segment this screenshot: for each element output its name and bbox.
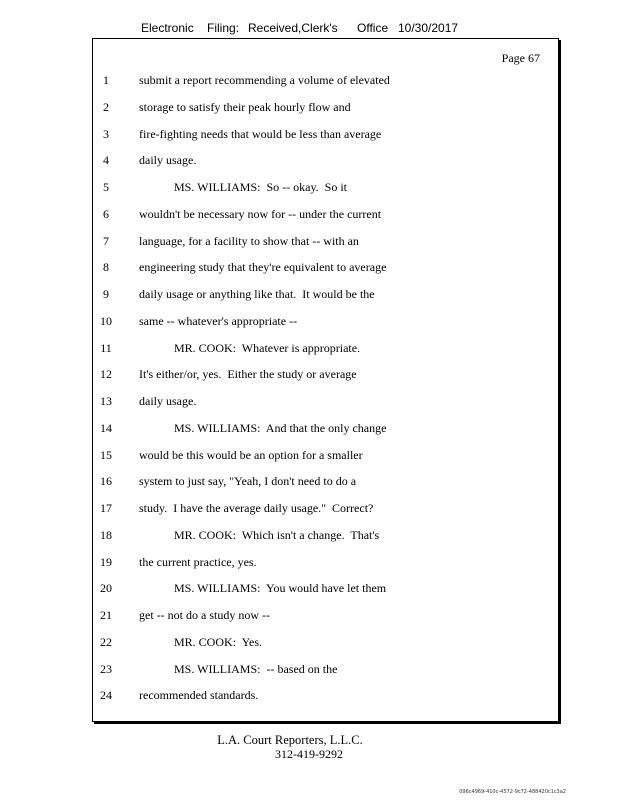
line-text: daily usage or anything like that. It would be the xyxy=(139,287,375,301)
line-number: 7 xyxy=(103,234,109,248)
reporter-phone: 312-419-9292 xyxy=(275,747,343,761)
filing-stamp xyxy=(0,21,618,37)
line-text: storage to satisfy their peak hourly flow and xyxy=(139,100,351,114)
line-text: daily usage. xyxy=(139,153,197,167)
line-text: system to just say, "Yeah, I don't need to do a xyxy=(139,474,357,488)
line-number: 21 xyxy=(100,608,112,622)
line-number: 11 xyxy=(100,341,112,355)
line-text: MS. WILLIAMS: You would have let them xyxy=(174,581,387,595)
line-number: 8 xyxy=(103,260,109,274)
line-number: 17 xyxy=(100,501,112,515)
line-text: fire-fighting needs that would be less than average xyxy=(139,127,382,141)
line-number: 10 xyxy=(100,314,112,328)
reporter-company: L.A. Court Reporters, L.L.C. xyxy=(217,733,363,747)
line-text: submit a report recommending a volume of elevated xyxy=(139,73,390,87)
line-number: 24 xyxy=(100,688,112,702)
line-text: MS. WILLIAMS: And that the only change xyxy=(174,421,387,435)
line-number: 19 xyxy=(100,555,112,569)
line-text: would be this would be an option for a smaller xyxy=(139,448,363,462)
line-number: 16 xyxy=(100,474,112,488)
line-number: 20 xyxy=(100,581,112,595)
line-number: 5 xyxy=(103,180,109,194)
filing-word: Electronic xyxy=(141,21,194,35)
line-number: 9 xyxy=(103,287,109,301)
line-text: MR. COOK: Which isn't a change. That's xyxy=(174,528,380,542)
filing-word: Received,Clerk's xyxy=(248,21,338,35)
line-number: 6 xyxy=(103,207,109,221)
line-number: 22 xyxy=(100,635,112,649)
page-number: Page 67 xyxy=(501,51,540,65)
line-text: MR. COOK: Whatever is appropriate. xyxy=(174,341,361,355)
line-number: 1 xyxy=(103,73,109,87)
filing-word: Office xyxy=(357,21,389,35)
line-text: It's either/or, yes. Either the study or average xyxy=(139,367,357,381)
line-number: 13 xyxy=(100,394,112,408)
line-text: daily usage. xyxy=(139,394,197,408)
line-text: study. I have the average daily usage." Correct? xyxy=(139,501,374,515)
line-text: the current practice, yes. xyxy=(139,555,257,569)
line-text: same -- whatever's appropriate -- xyxy=(139,314,298,328)
line-number: 18 xyxy=(100,528,112,542)
filing-word: 10/30/2017 xyxy=(398,21,459,35)
filing-word: Filing: xyxy=(207,21,240,35)
line-text: MS. WILLIAMS: So -- okay. So it xyxy=(174,180,348,194)
document-id: 096c4969-410c-4572-9c72-488420c1c3a2 xyxy=(459,789,566,795)
line-text: wouldn't be necessary now for -- under the current xyxy=(139,207,382,221)
line-number: 4 xyxy=(103,153,109,167)
line-text: language, for a facility to show that -- with an xyxy=(139,234,359,248)
line-text: get -- not do a study now -- xyxy=(139,608,270,622)
line-number: 3 xyxy=(103,127,109,141)
line-text: engineering study that they're equivalent to average xyxy=(139,260,387,274)
line-number: 2 xyxy=(103,100,109,114)
line-text: recommended standards. xyxy=(139,688,259,702)
line-text: MS. WILLIAMS: -- based on the xyxy=(174,662,338,676)
line-number: 23 xyxy=(100,662,112,676)
line-number: 15 xyxy=(100,448,112,462)
line-number: 14 xyxy=(100,421,112,435)
line-text: MR. COOK: Yes. xyxy=(174,635,263,649)
line-number: 12 xyxy=(100,367,112,381)
